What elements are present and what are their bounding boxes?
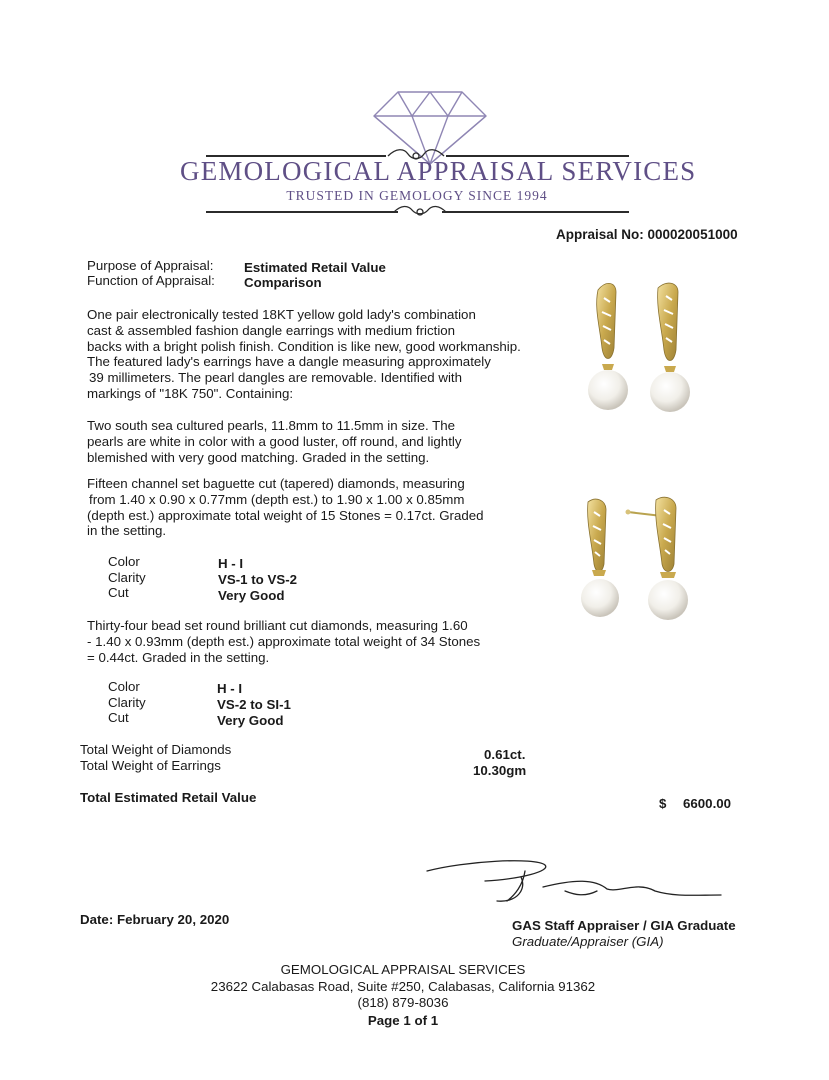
description-line: The featured lady's earrings have a dangle measuring approximately [87, 354, 491, 370]
round-cut-value: Very Good [217, 713, 284, 728]
retail-currency: $ [659, 796, 667, 811]
footer-address: 23622 Calabasas Road, Suite #250, Calabasas, California 91362 [210, 979, 596, 994]
baguette-color-label: Color [108, 554, 140, 569]
baguette-color-value: H - I [218, 556, 244, 571]
round-cut-label: Cut [108, 710, 129, 725]
earrings-front-photo [580, 278, 700, 418]
round-clarity-value: VS-2 to SI-1 [217, 697, 291, 712]
description-line: markings of "18K 750". Containing: [87, 385, 294, 401]
baguette-line: Fifteen channel set baguette cut (tapered) diamonds, measuring [87, 476, 465, 491]
description-paragraph [87, 307, 521, 402]
signature-icon [425, 855, 725, 915]
description-line: cast & assembled fashion dangle earrings with medium friction [87, 322, 456, 338]
round-clarity-label: Clarity [108, 695, 146, 710]
company-name: GEMOLOGICAL APPRAISAL SERVICES [180, 156, 697, 186]
total-diamonds-label: Total Weight of Diamonds [80, 742, 232, 757]
round-line: = 0.44ct. Graded in the setting. [87, 649, 270, 665]
purpose-value: Estimated Retail Value [244, 260, 386, 275]
earrings-side-photo [578, 494, 698, 624]
description-line: One pair electronically tested 18KT yellow gold lady's combination [87, 307, 476, 322]
baguette-paragraph [87, 476, 484, 539]
footer-company: GEMOLOGICAL APPRAISAL SERVICES [280, 962, 526, 977]
baguette-cut-value: Very Good [218, 588, 285, 603]
total-earrings-value: 10.30gm [473, 763, 527, 778]
page-number: Page 1 of 1 [367, 1013, 439, 1028]
signature-title: GAS Staff Appraiser / GIA Graduate [512, 918, 736, 933]
pearls-line: blemished with very good matching. Graded in the setting. [87, 449, 430, 465]
baguette-line: in the setting. [87, 523, 167, 539]
baguette-line: (depth est.) approximate total weight of 15 Stones = 0.17ct. Graded [87, 507, 484, 523]
function-value: Comparison [244, 275, 322, 290]
baguette-cut-label: Cut [108, 585, 129, 600]
flourish-icon-bottom [392, 203, 448, 221]
company-tagline: TRUSTED IN GEMOLOGY SINCE 1994 [286, 188, 548, 203]
round-paragraph [87, 618, 480, 665]
pearls-line: Two south sea cultured pearls, 11.8mm to 11.5mm in size. The [87, 418, 456, 433]
footer-phone: (818) 879-8036 [357, 995, 449, 1010]
pearls-line: pearls are white in color with a good luster, off round, and lightly [87, 433, 462, 449]
total-earrings-label: Total Weight of Earrings [80, 758, 221, 773]
pearls-paragraph [87, 418, 462, 465]
logo [0, 0, 829, 225]
purpose-label: Purpose of Appraisal: [87, 258, 214, 273]
appraisal-date: Date: February 20, 2020 [80, 912, 230, 927]
retail-label: Total Estimated Retail Value [80, 790, 257, 805]
total-diamonds-value: 0.61ct. [484, 747, 526, 762]
round-color-label: Color [108, 679, 140, 694]
baguette-clarity-value: VS-1 to VS-2 [218, 572, 298, 587]
retail-amount: 6600.00 [683, 796, 732, 811]
baguette-line: from 1.40 x 0.90 x 0.77mm (depth est.) to 1.90 x 1.00 x 0.85mm [89, 491, 465, 507]
description-line: 39 millimeters. The pearl dangles are removable. Identified with [89, 370, 462, 386]
appraisal-number: Appraisal No: 000020051000 [556, 227, 738, 242]
round-color-value: H - I [217, 681, 243, 696]
function-label: Function of Appraisal: [87, 273, 215, 288]
round-line: Thirty-four bead set round brilliant cut diamonds, measuring 1.60 [87, 618, 468, 633]
description-line: backs with a bright polish finish. Condition is like new, good workmanship. [87, 338, 521, 354]
round-line: - 1.40 x 0.93mm (depth est.) approximate total weight of 34 Stones [87, 633, 481, 649]
signature-subtitle: Graduate/Appraiser (GIA) [512, 934, 664, 949]
baguette-clarity-label: Clarity [108, 570, 146, 585]
